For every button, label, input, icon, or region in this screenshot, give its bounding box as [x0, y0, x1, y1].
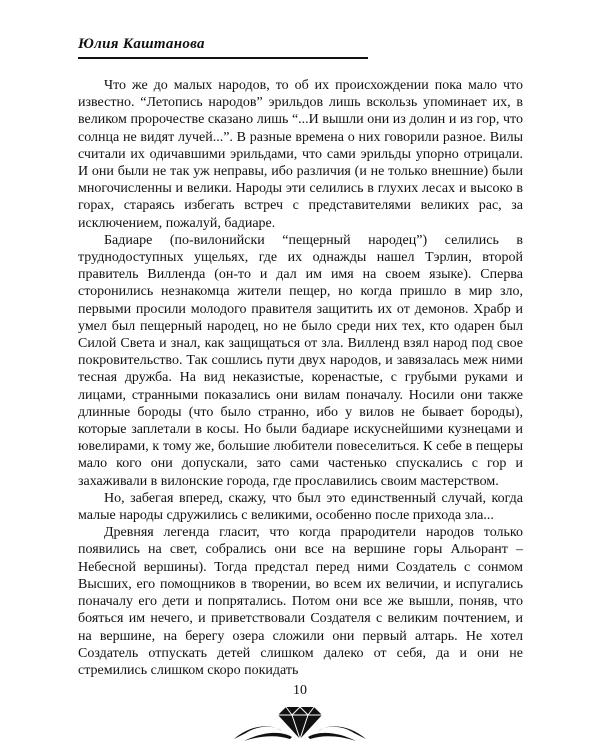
paragraph: Бадиаре (по-вилонийски “пещерный народец”) селились в труднодоступных ущельях, где их однажды нашел Тэрлин, второй правитель Вилленда (он-то и дал им имя на своем языке). Сперва сторонились незнакомца жители пещер, но когда пришло в мир зло, первыми просили молодого правителя защитить их от демонов. Храбр и умел был пещерный народец, но не было среди них тех, кто одарен был Силой Света и знал, как защищаться от зла. Вилленд взял народ под свое покровительство. Так сошлись пути двух народов, и завязалась меж ними тесная дружба. На вид неказистые, коренастые, с грубыми руками и лицами, странными показались они вилам поначалу. Носили они также длинные бороды (что было странно, ибо у вилов не бывает бороды), которые заплетали в косы. Но были бадиаре искуснейшими кузнецами и ювелирами, к тому же, большие любители повеселиться. К себе в пещеры мало кого они допускали, зато сами частенько спускались с гор и захаживали в вилонские города, где прославились своим мастерством. [78, 232, 523, 489]
paragraph: Но, забегая вперед, скажу, что был это единственный случай, когда малые народы сдружились с великими, особенно после прихода зла... [78, 490, 523, 524]
diamond-ornament-icon [230, 699, 370, 743]
header-rule [78, 57, 368, 59]
paragraph: Древняя легенда гласит, что когда прародители народов только появились на свет, собрались они все на вершине горы Альорант – Небесной вершины). Тогда предстал перед ними Создатель с сонмом Высших, его помощников в творении, во всем их величии, и испугались поначалу его дети и попрятались. Потом они все же вышли, поняв, что бояться им нечего, и приветствовали Создателя с великим почтением, и на вершине, на берегу озера сложили они первый алтарь. Не хотел Создатель отпускать детей слишком далеко от себя, да и они не стремились слишком скоро покидать [78, 525, 523, 678]
body-text [78, 77, 523, 679]
page-number: 10 [293, 683, 307, 698]
author-name: Юлия Каштанова [78, 36, 205, 52]
paragraph: Что же до малых народов, то об их происхождении пока мало что известно. “Летопись народов” эрильдов лишь вскользь упоминает их, в великом пророчестве сказано лишь “...И вышли они из долин и из гор, что солнца не видят лучей...”. В разные времена о них говорили разное. Вилы считали их одичавшими эрильдами, что сами эрильды упорно отрицали. И они были не так уж неправы, ибо различия (и не только внешние) были многочисленны и велики. Народы эти селились в глухих лесах и высоко в горах, стараясь избегать встреч с представителями великих рас, за исключением, пожалуй, бадиаре. [78, 78, 523, 231]
running-header [78, 36, 528, 70]
